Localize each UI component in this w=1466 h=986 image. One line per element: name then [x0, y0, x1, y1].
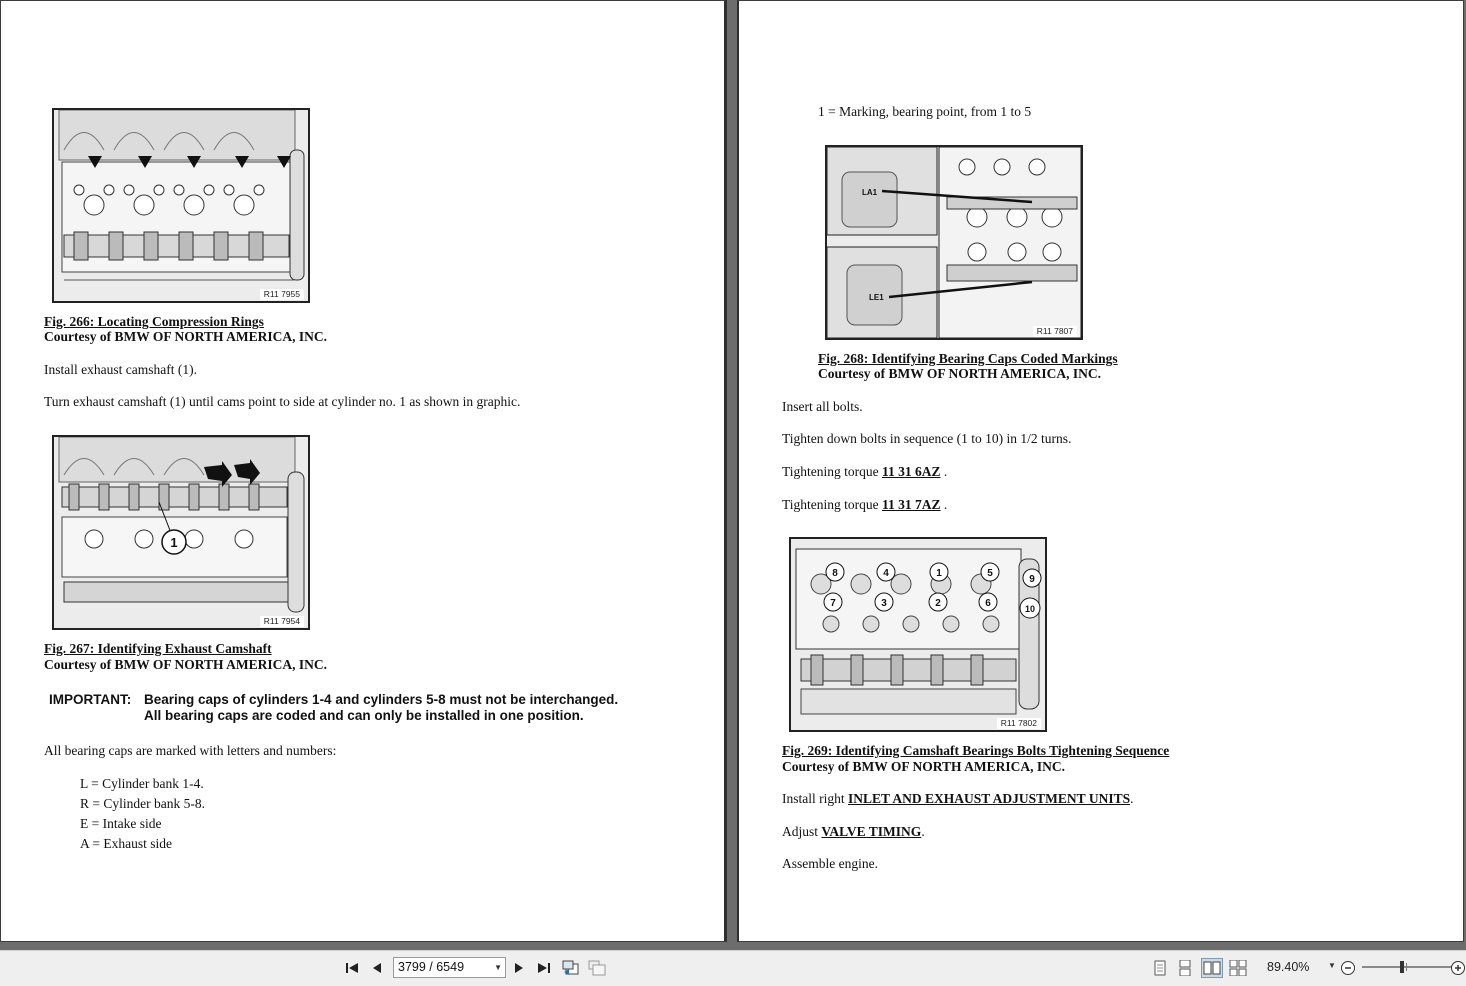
figure-269-courtesy: Courtesy of BMW OF NORTH AMERICA, INC.: [782, 759, 1066, 774]
install-prefix: Install right: [782, 791, 845, 806]
bolt-number: 8: [832, 568, 838, 579]
valve-timing-link[interactable]: VALVE TIMING: [821, 824, 922, 839]
figure-266-courtesy: Courtesy of BMW OF NORTH AMERICA, INC.: [44, 329, 328, 344]
bolt-number: 1: [936, 568, 942, 579]
figure-267-code: R11 7954: [260, 616, 304, 627]
navigation-toolbar: [0, 950, 1466, 986]
torque-line-2: [782, 497, 947, 513]
zoom-slider-handle[interactable]: [1400, 961, 1404, 973]
next-page-icon[interactable]: [509, 958, 529, 978]
page-number-value: 3799 / 6549: [398, 960, 465, 974]
prev-page-icon[interactable]: [367, 958, 387, 978]
paragraph-marking: 1 = Marking, bearing point, from 1 to 5: [818, 104, 1032, 119]
continuous-icon[interactable]: [1175, 958, 1195, 978]
paragraph-bearing-caps: All bearing caps are marked with letters and numbers:: [44, 743, 337, 758]
figure-266-image: [52, 108, 310, 303]
bolt-number: 9: [1029, 574, 1035, 585]
bolt-number: 10: [1024, 604, 1036, 614]
torque-suffix: .: [943, 497, 948, 512]
figure-267-caption: Fig. 267: Identifying Exhaust Camshaft: [44, 641, 272, 656]
figure-269-image: [789, 537, 1047, 732]
figure-268-image: [825, 145, 1083, 340]
page-number-input[interactable]: [393, 957, 506, 978]
torque-link-7az[interactable]: 11 31 7AZ: [882, 497, 941, 512]
important-label: IMPORTANT:: [49, 692, 132, 707]
important-line-1: Bearing caps of cylinders 1-4 and cylinders 5-8 must not be interchanged.: [144, 692, 619, 707]
paragraph-install-exhaust: Install exhaust camshaft (1).: [44, 362, 197, 377]
continuous-facing-icon[interactable]: [1228, 958, 1248, 978]
adjust-line: [782, 824, 925, 840]
list-item: A = Exhaust side: [80, 836, 172, 851]
list-item: L = Cylinder bank 1-4.: [80, 776, 204, 791]
adjust-prefix: Adjust: [782, 824, 819, 839]
zoom-out-icon[interactable]: [1338, 958, 1358, 978]
paragraph-turn-exhaust: Turn exhaust camshaft (1) until cams point to side at cylinder no. 1 as shown in graphic.: [44, 394, 521, 409]
paragraph-assemble: Assemble engine.: [782, 856, 878, 871]
figure-266-code: R11 7955: [260, 289, 304, 300]
paragraph-tighten-sequence: Tighten down bolts in sequence (1 to 10) in 1/2 turns.: [782, 431, 1072, 446]
adjust-suffix: .: [921, 824, 925, 839]
torque-suffix: .: [943, 464, 948, 479]
right-page: [737, 0, 1464, 942]
zoom-dropdown-icon[interactable]: ▼: [1328, 961, 1336, 970]
previous-view-icon[interactable]: [561, 958, 581, 978]
bolt-number: 7: [830, 598, 836, 609]
figure-267-courtesy: Courtesy of BMW OF NORTH AMERICA, INC.: [44, 657, 328, 672]
install-line: [782, 791, 1133, 807]
bolt-number: 6: [985, 598, 991, 609]
last-page-icon[interactable]: [534, 958, 554, 978]
torque-line-1: [782, 464, 947, 480]
figure-266-caption: Fig. 266: Locating Compression Rings: [44, 314, 264, 329]
figure-268-caption: Fig. 268: Identifying Bearing Caps Coded Markings: [818, 351, 1118, 366]
paragraph-insert-bolts: Insert all bolts.: [782, 399, 863, 414]
bolt-number: 4: [883, 568, 889, 579]
figure-268-label-top: LA1: [862, 188, 878, 197]
zoom-in-icon[interactable]: [1450, 958, 1466, 978]
chevron-down-icon[interactable]: ▼: [494, 963, 502, 972]
figure-268-courtesy: Courtesy of BMW OF NORTH AMERICA, INC.: [818, 366, 1102, 381]
facing-icon[interactable]: [1201, 958, 1223, 978]
figure-269-code: R11 7802: [997, 718, 1041, 729]
list-item: R = Cylinder bank 5-8.: [80, 796, 205, 811]
figure-267-callout: 1: [170, 535, 178, 550]
figure-268-code: R11 7807: [1033, 326, 1077, 337]
torque-prefix: Tightening torque: [782, 497, 879, 512]
next-view-icon[interactable]: [587, 958, 607, 978]
left-page: [0, 0, 727, 942]
first-page-icon[interactable]: [342, 958, 362, 978]
bolt-number: 3: [881, 598, 887, 609]
bolt-number: 5: [987, 568, 993, 579]
figure-268-label-bottom: LE1: [869, 293, 884, 302]
inlet-exhaust-units-link[interactable]: INLET AND EXHAUST ADJUSTMENT UNITS: [848, 791, 1131, 806]
install-suffix: .: [1130, 791, 1134, 806]
torque-prefix: Tightening torque: [782, 464, 879, 479]
zoom-slider[interactable]: [1362, 966, 1452, 968]
figure-269-caption: Fig. 269: Identifying Camshaft Bearings Bolts Tightening Sequence: [782, 743, 1170, 758]
single-page-icon[interactable]: [1150, 958, 1170, 978]
important-line-2: All bearing caps are coded and can only be installed in one position.: [144, 708, 584, 723]
list-item: E = Intake side: [80, 816, 162, 831]
figure-267-image: [52, 435, 310, 630]
zoom-slider-tick: [1406, 963, 1407, 971]
torque-link-6az[interactable]: 11 31 6AZ: [882, 464, 941, 479]
zoom-level[interactable]: 89.40%: [1267, 960, 1310, 974]
bolt-number: 2: [935, 598, 941, 609]
